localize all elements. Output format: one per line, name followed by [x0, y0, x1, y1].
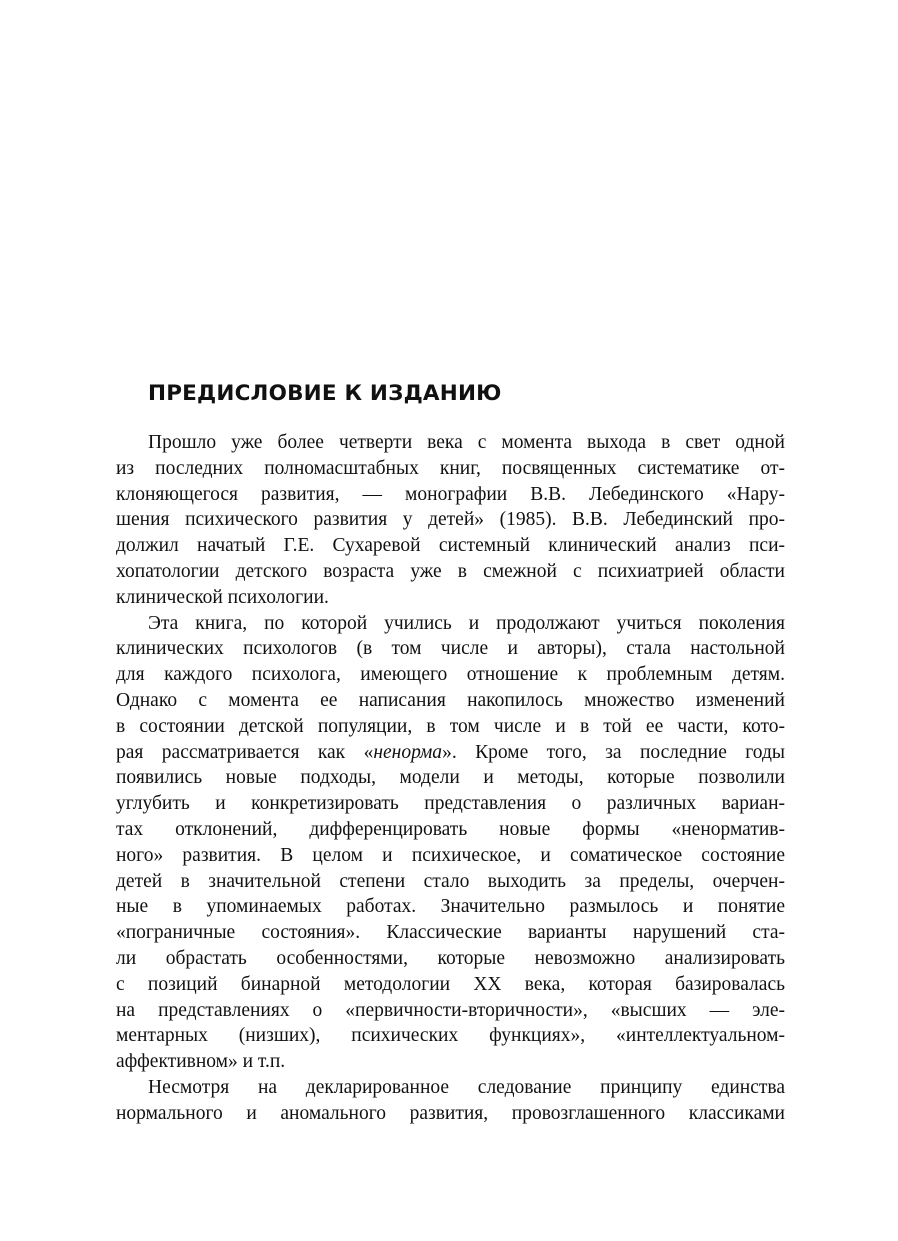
- paragraph: [116, 611, 785, 1075]
- text-line: хопатологии детского возраста уже в смежной с психиатрией области: [116, 560, 785, 582]
- text-line: шения психического развития у детей» (1985). В.В. Лебединский про-: [116, 509, 785, 531]
- text-line: нормального и аномального развития, провозглашенного классиками: [116, 1102, 785, 1124]
- text-line: ли обрастать особенностями, которые невозможно анализировать: [116, 947, 785, 969]
- text-line: с позиций бинарной методологии ХХ века, которая базировалась: [116, 973, 785, 995]
- text-line: Прошло уже более четверти века с момента выхода в свет одной: [148, 432, 785, 453]
- text-line: детей в значительной степени стало выходить за пределы, очерчен-: [116, 870, 785, 892]
- text-line: появились новые подходы, модели и методы, которые позволили: [116, 767, 785, 789]
- text-line: Несмотря на декларированное следование принципу единства: [148, 1076, 785, 1098]
- text-line: для каждого психолога, имеющего отношение к проблемным детям.: [116, 664, 785, 686]
- text-line: ментарных (низших), психических функциях», «интеллектуальном-: [116, 1025, 785, 1047]
- page-content: [116, 379, 785, 1127]
- text-line: клинической психологии.: [116, 586, 329, 608]
- text-line: Эта книга, по которой учились и продолжают учиться поколения: [148, 612, 785, 634]
- text-line: тах отклонений, дифференцировать новые формы «ненорматив-: [116, 818, 785, 840]
- text-line: Однако с момента ее написания накопилось множество изменений: [116, 689, 785, 711]
- paragraph: [116, 1075, 785, 1127]
- section-heading: ПРЕДИСЛОВИЕ К ИЗДАНИЮ: [148, 381, 502, 406]
- body-text: [116, 430, 785, 1127]
- text-line: в состоянии детской популяции, в том числе и в той ее части, кото-: [116, 715, 785, 737]
- text-line: должил начатый Г.Е. Сухаревой системный клинический анализ пси-: [116, 535, 785, 557]
- text-segment: ». Кроме того, за последние годы: [442, 741, 785, 763]
- emphasized-term: ненорма: [373, 741, 443, 763]
- text-line: «пограничные состояния». Классические варианты нарушений ста-: [116, 922, 785, 944]
- text-line: [116, 740, 785, 766]
- text-line: из последних полномасштабных книг, посвященных систематике от-: [116, 457, 785, 479]
- text-line: углубить и конкретизировать представления о различных вариан-: [116, 793, 785, 815]
- text-line: ные в упоминаемых работах. Значительно размылось и понятие: [116, 896, 785, 918]
- text-line: аффективном» и т.п.: [116, 1051, 286, 1073]
- text-line: на представлениях о «первичности-вторичности», «высших — эле-: [116, 999, 785, 1021]
- text-line: клоняющегося развития, — монографии В.В. Лебединского «Нару-: [116, 483, 785, 505]
- text-line: ного» развития. В целом и психическое, и соматическое состояние: [116, 844, 785, 866]
- text-segment: рая рассматривается как «: [116, 741, 374, 763]
- paragraph: [116, 430, 785, 611]
- text-line: клинических психологов (в том числе и авторы), стала настольной: [116, 638, 785, 660]
